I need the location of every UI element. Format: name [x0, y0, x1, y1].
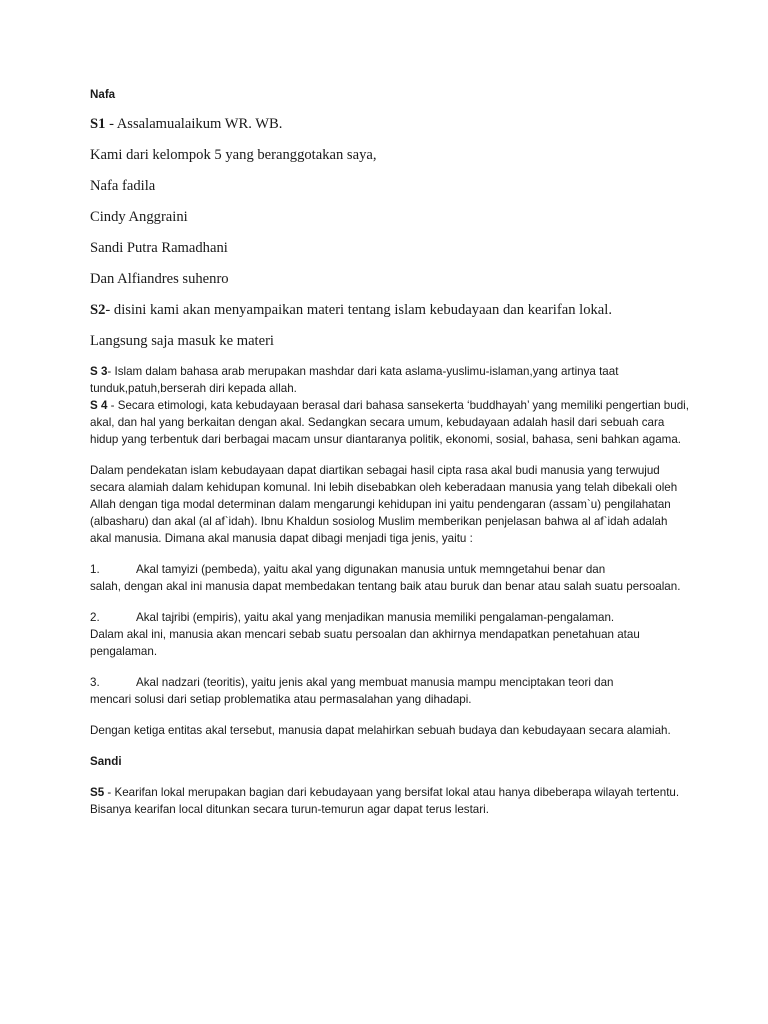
s4-label: S 4 — [90, 399, 108, 412]
item-text-first: Akal tajribi (empiris), yaitu akal yang menjadikan manusia memiliki pengalaman-pengalaman. — [136, 611, 615, 624]
s5-paragraph — [90, 784, 690, 818]
s3-label: S 3 — [90, 365, 108, 378]
s3-paragraph — [90, 363, 690, 397]
item-number: 1. — [90, 563, 100, 576]
intro-line: Kami dari kelompok 5 yang beranggotakan saya, — [90, 147, 377, 163]
speaker-heading-sandi: Sandi — [90, 755, 122, 768]
item-text-first: Akal nadzari (teoritis), yaitu jenis akal yang membuat manusia mampu menciptakan teori dan — [136, 676, 614, 689]
s2-label: S2 — [90, 302, 106, 318]
s1-text: - Assalamualaikum WR. WB. — [105, 116, 283, 132]
item-text-rest: Dalam akal ini, manusia akan mencari sebab suatu persoalan dan akhirnya mendapatkan penetahuan atau pengalaman. — [90, 628, 640, 658]
item-text-rest: salah, dengan akal ini manusia dapat membedakan tentang baik atau buruk dan benar atau salah suatu persoalan. — [90, 580, 681, 593]
numbered-item — [90, 561, 690, 595]
s2-paragraph — [90, 300, 690, 320]
ketiga-paragraph: Dengan ketiga entitas akal tersebut, manusia dapat melahirkan sebuah budaya dan kebudayaan secara alamiah. — [90, 724, 671, 737]
item-text-first: Akal tamyizi (pembeda), yaitu akal yang digunakan manusia untuk memngetahui benar dan — [136, 563, 606, 576]
numbered-item — [90, 609, 690, 660]
s5-label: S5 — [90, 786, 105, 799]
s2-text: - disini kami akan menyampaikan materi tentang islam kebudayaan dan kearifan lokal. — [105, 302, 612, 318]
item-number: 2. — [90, 611, 100, 624]
item-number: 3. — [90, 676, 100, 689]
member-name: Cindy Anggraini — [90, 209, 188, 225]
langsung-line: Langsung saja masuk ke materi — [90, 333, 274, 349]
s3-text: - Islam dalam bahasa arab merupakan mashdar dari kata aslama-yuslimu-islaman,yang artinya taat tunduk,patuh,berserah diri kepada allah. — [90, 365, 619, 395]
speaker-heading-nafa: Nafa — [90, 88, 116, 101]
document-page — [90, 86, 690, 818]
member-name: Nafa fadila — [90, 178, 156, 194]
pendekatan-paragraph: Dalam pendekatan islam kebudayaan dapat diartikan sebagai hasil cipta rasa akal budi manusia yang terwujud secara alamiah dalam kehidupan komunal. Ini lebih disebabkan oleh keberadaan manusia yang telah dibekali oleh Allah dengan tiga modal determinan dalam mengarungi kehidupan ini yaitu pendengaran (assam`u) pengilahatan (albasharu) dan akal (al af`idah). Ibnu Khaldun sosiolog Muslim memberikan penjelasan bahwa al af`idah adalah akal manusia. Dimana akal manusia dapat dibagi menjadi tiga jenis, yaitu : — [90, 464, 678, 545]
s5-text: - Kearifan lokal merupakan bagian dari kebudayaan yang bersifat lokal atau hanya dibeberapa wilayah tertentu. Bisanya kearifan local ditunkan secara turun-temurun agar dapat terus lestari. — [90, 786, 680, 816]
member-name: Sandi Putra Ramadhani — [90, 240, 228, 256]
s4-paragraph — [90, 397, 690, 448]
numbered-item — [90, 674, 690, 708]
s4-text: - Secara etimologi, kata kebudayaan berasal dari bahasa sansekerta ‘buddhayah’ yang memiliki pengertian budi, akal, dan hal yang berkaitan dengan akal. Sedangkan secara umum, kebudayaan adalah hasil dari sebuah cara hidup yang terbentuk dari berbagai macam unsur diantaranya politik, ekonomi, sosial, bahasa, seni bahkan agama. — [90, 399, 689, 446]
s1-paragraph — [90, 114, 690, 134]
item-text-rest: mencari solusi dari setiap problematika atau permasalahan yang dihadapi. — [90, 693, 472, 706]
member-name: Dan Alfiandres suhenro — [90, 271, 229, 287]
s1-label: S1 — [90, 116, 106, 132]
